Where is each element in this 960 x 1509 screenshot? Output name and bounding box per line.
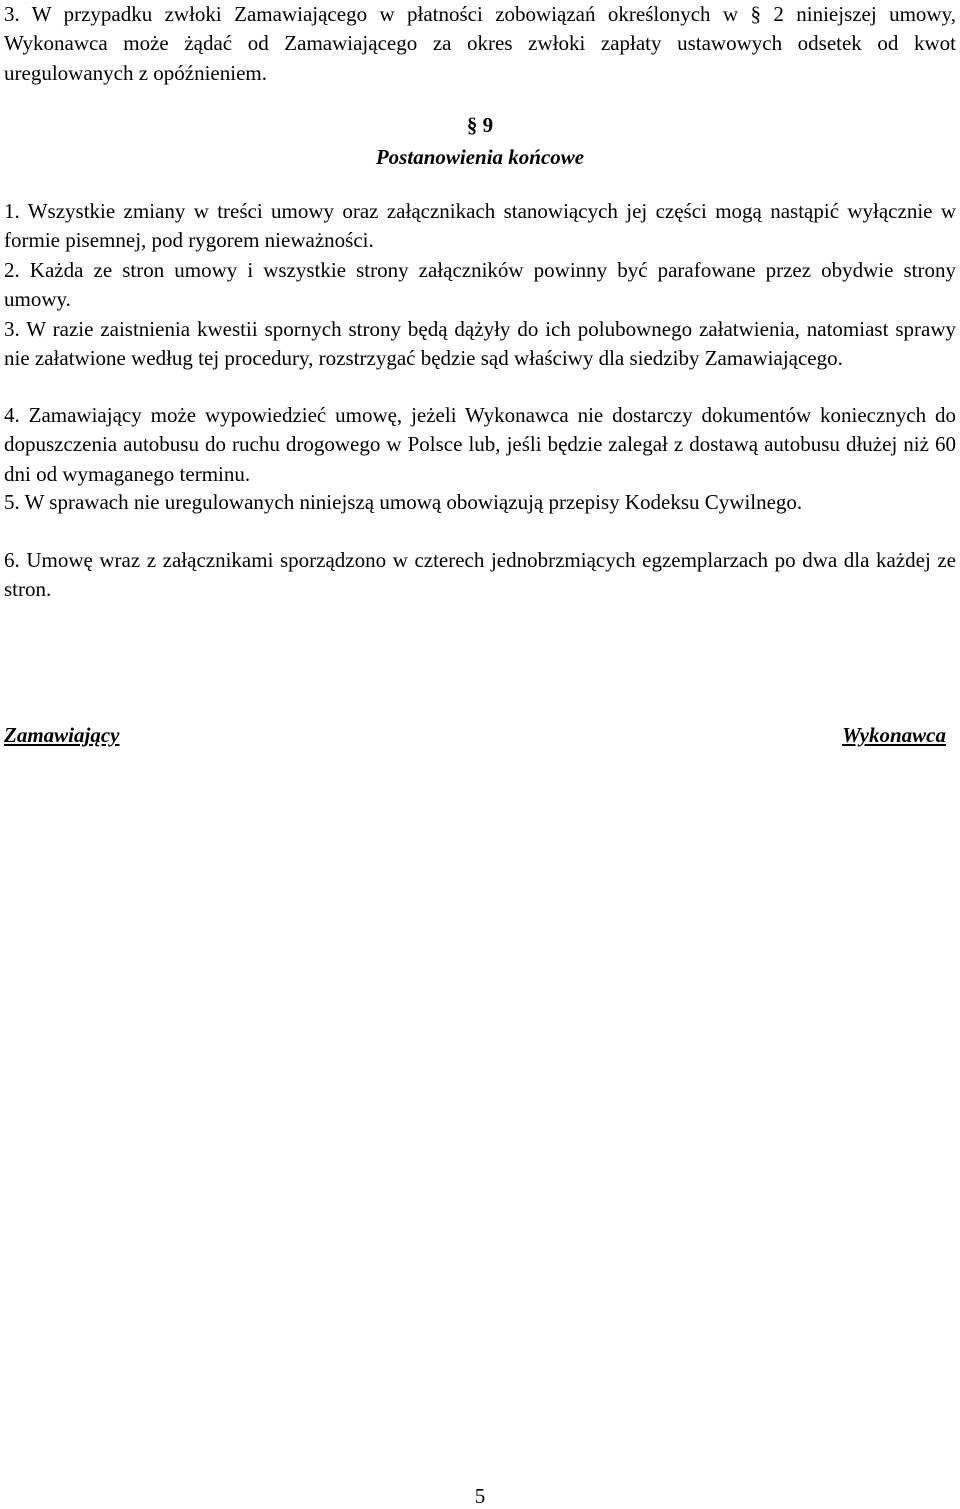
page-number: 5 — [474, 1484, 486, 1508]
section-number: § 9 — [466, 113, 494, 137]
section-paragraph-5: 5. W sprawach nie uregulowanych niniejszą umową obowiązują przepisy Kodeksu Cywilnego. — [4, 490, 803, 514]
section-paragraph-2: 2. Każda ze stron umowy i wszystkie strony załączników powinny być parafowane przez obydwie strony umowy. — [4, 258, 956, 312]
section-paragraph-6: 6. Umowę wraz z załącznikami sporządzono w czterech jednobrzmiących egzemplarzach po dwa dla każdej ze stron. — [4, 548, 956, 602]
section-paragraph-1: 1. Wszystkie zmiany w treści umowy oraz załącznikach stanowiących jej części mogą nastąpić wyłącznie w formie pisemnej, pod rygorem nieważności. — [4, 199, 956, 253]
section-paragraph-3: 3. W razie zaistnienia kwestii spornych strony będą dążyły do ich polubownego załatwienia, natomiast sprawy nie załatwione według tej procedury, rozstrzygać będzie sąd właściwy dla siedziby Zamawiającego. — [4, 317, 956, 371]
section-paragraph-4: 4. Zamawiający może wypowiedzieć umowę, jeżeli Wykonawca nie dostarczy dokumentów koniecznych do dopuszczenia autobusu do ruchu drogowego w Polsce lub, jeśli będzie zalegał z dostawą autobusu dłużej niż 60 dni od wymaganego terminu. — [4, 403, 956, 486]
paragraph-3-payment-delay: 3. W przypadku zwłoki Zamawiającego w płatności zobowiązań określonych w § 2 niniejszej umowy, Wykonawca może żądać od Zamawiającego za okres zwłoki zapłaty ustawowych odsetek od kwot uregulowanych z opóźnieniem. — [4, 2, 956, 85]
section-title: Postanowienia końcowe — [375, 145, 585, 169]
signature-label-contractor: Wykonawca — [842, 723, 946, 747]
signature-label-ordering-party: Zamawiający — [4, 723, 120, 747]
